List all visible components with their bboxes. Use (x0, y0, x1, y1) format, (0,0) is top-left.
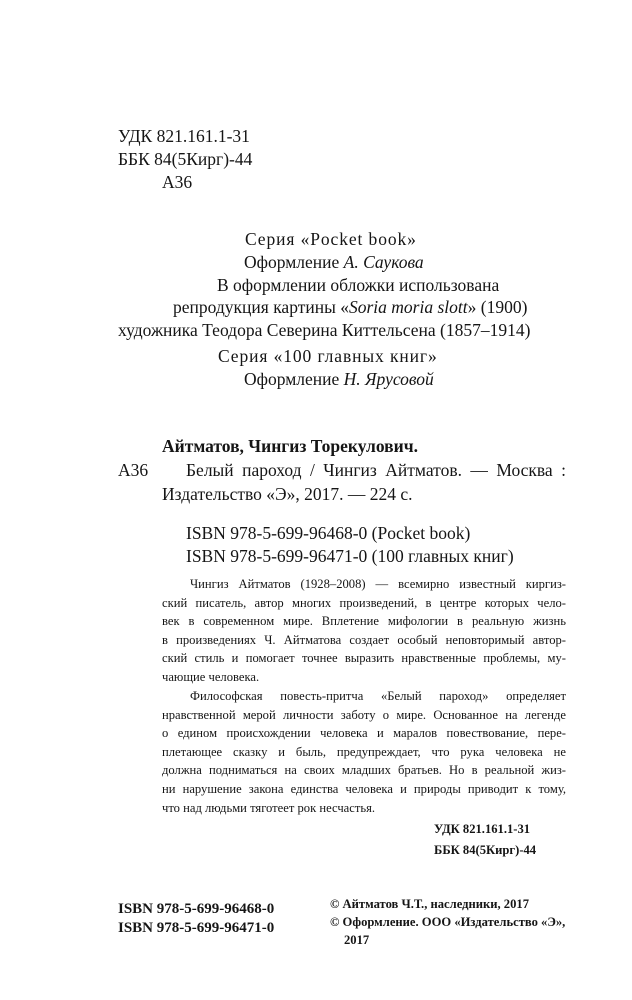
footer-isbn-2: ISBN 978-5-699-96471-0 (118, 920, 275, 936)
annotation-line: что над людьми тяготеет рок несчастья. (162, 800, 376, 815)
annotation-line: Философская повесть-притча «Белый пароход» определяет (190, 689, 566, 703)
design-credit-1-name: А. Саукова (343, 252, 424, 272)
bib-heading: Айтматов, Чингиз Торекулович. (162, 436, 418, 456)
cover-credit-line-2b: » (1900) (467, 297, 528, 317)
footer-udk: УДК 821.161.1-31 (434, 822, 531, 836)
bib-line-1: Белый пароход / Чингиз Айтматов. — Москва : (186, 460, 566, 480)
annotation-line: ни нарушение закона единства человека и природы приводит к тому, (162, 781, 566, 796)
cover-credit-line-3: художника Теодора Северина Киттельсена (1857–1914) (118, 320, 531, 340)
annotation-line: чающие человека. (162, 669, 260, 684)
annotation-line: должна подниматься на своих младших братьев. Но в реальной жиз- (162, 763, 566, 778)
design-credit-2-prefix: Оформление (244, 369, 344, 389)
design-credit-1 (244, 252, 424, 273)
annotation-line: нравственной мерой личности заботу о мире. Основанное на легенде (162, 707, 566, 722)
cover-credit-line-2a: репродукция картины « (173, 297, 349, 317)
annotation-line: ский писатель, автор многих произведений, в центре которых чело- (162, 595, 566, 610)
isbn-100-books: ISBN 978-5-699-96471-0 (100 главных книг) (186, 546, 514, 566)
bib-line-2: Издательство «Э», 2017. — 224 с. (162, 484, 413, 504)
annotation-line: о едином происхождении человека и маралов повествование, пере- (162, 726, 566, 741)
udk-line: УДК 821.161.1-31 (118, 126, 250, 146)
bbk-line: ББК 84(5Кирг)-44 (118, 149, 253, 169)
cover-credit-line-2 (173, 297, 527, 318)
series-pocket-book: Серия «Pocket book» (245, 229, 417, 249)
annotation-paragraph-1 (162, 575, 566, 687)
design-credit-2 (244, 369, 434, 390)
annotation-paragraph-2 (162, 687, 566, 817)
annotation-line: в произведениях Ч. Айтматова создает особый неповторимый автор- (162, 632, 566, 647)
copyright-design: © Оформление. ООО «Издательство «Э», (330, 915, 566, 929)
bib-mark: А36 (118, 460, 149, 480)
copyright-design-year: 2017 (344, 933, 370, 947)
annotation-line: Чингиз Айтматов (1928–2008) — всемирно известный киргиз- (190, 577, 566, 591)
author-mark: А36 (162, 172, 193, 192)
isbn-pocket-book: ISBN 978-5-699-96468-0 (Pocket book) (186, 523, 471, 543)
annotation-line: плетающее сказку и быль, предупреждает, что рука человека не (162, 744, 566, 759)
annotation-line: век в современном мире. Вплетение мифологии в реальную жизнь (162, 614, 566, 629)
annotation-line: ский стиль и помогает точнее выразить нравственные проблемы, му- (162, 651, 566, 666)
footer-bbk: ББК 84(5Кирг)-44 (434, 843, 537, 857)
cover-credit-line-1: В оформлении обложки использована (217, 275, 500, 295)
design-credit-2-name: Н. Ярусовой (343, 369, 434, 389)
footer-isbn-1: ISBN 978-5-699-96468-0 (118, 901, 275, 917)
series-100-books: Серия «100 главных книг» (218, 346, 438, 366)
painting-title: Soria moria slott (348, 297, 468, 317)
design-credit-1-prefix: Оформление (244, 252, 344, 272)
copyright-author: © Айтматов Ч.Т., наследники, 2017 (330, 897, 529, 911)
